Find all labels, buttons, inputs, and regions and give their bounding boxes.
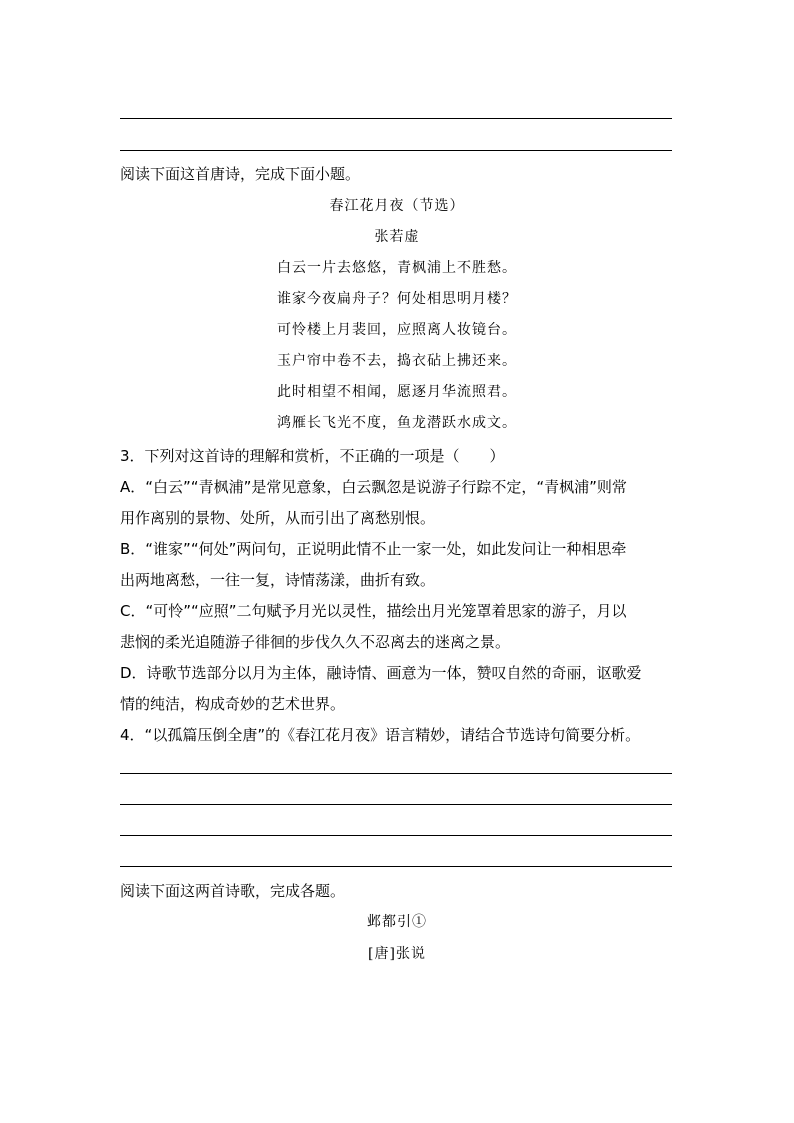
question-4-stem: 4．“以孤篇压倒全唐”的《春江花月夜》语言精妙，请结合节选诗句简要分析。	[120, 726, 641, 744]
reading-instruction: 阅读下面这首唐诗，完成下面小题。	[120, 165, 361, 183]
option-c-cont: 悲悯的柔光追随游子徘徊的步伐久久不忍离去的迷离之景。	[120, 633, 511, 651]
option-d-cont: 情的纯洁，构成奇妙的艺术世界。	[120, 695, 346, 713]
option-b: B．“谁家”“何处”两问句，正说明此情不止一家一处，如此发问让一种相思牵	[120, 540, 627, 558]
poem-author: 张若虚	[374, 229, 420, 245]
poem-line: 鸿雁长飞光不度，鱼龙潜跃水成文。	[277, 415, 517, 431]
poem-line: 玉户帘中卷不去，捣衣砧上拂还来。	[277, 353, 517, 369]
answer-line	[120, 118, 672, 119]
question-3-stem: 3．下列对这首诗的理解和赏析，不正确的一项是（ ）	[120, 447, 505, 465]
poem-line: 白云一片去悠悠，青枫浦上不胜愁。	[277, 260, 517, 276]
poem-line: 谁家今夜扁舟子？何处相思明月楼？	[277, 291, 517, 307]
option-d: D．诗歌节选部分以月为主体，融诗情、画意为一体，赞叹自然的奇丽，讴歌爱	[120, 664, 642, 682]
poem-author: [唐]张说	[368, 946, 426, 962]
poem-title: 春江花月夜（节选）	[329, 198, 465, 214]
option-a: A．“白云”“青枫浦”是常见意象，白云飘忽是说游子行踪不定，“青枫浦”则常	[120, 478, 627, 496]
option-c: C．“可怜”“应照”二句赋予月光以灵性，描绘出月光笼罩着思家的游子，月以	[120, 602, 627, 620]
option-b-cont: 出两地离愁，一往一复，诗情荡漾，曲折有致。	[120, 571, 436, 589]
answer-line	[120, 835, 672, 836]
answer-line	[120, 150, 672, 151]
option-a-cont: 用作离别的景物、处所，从而引出了离愁别恨。	[120, 509, 436, 527]
answer-line	[120, 804, 672, 805]
poem-title: 邺都引①	[367, 914, 427, 930]
poem-line: 此时相望不相闻，愿逐月华流照君。	[277, 384, 517, 400]
answer-line	[120, 773, 672, 774]
answer-line	[120, 866, 672, 867]
poem-line: 可怜楼上月裴回，应照离人妆镜台。	[277, 322, 517, 338]
reading-instruction: 阅读下面这两首诗歌，完成各题。	[120, 882, 346, 900]
